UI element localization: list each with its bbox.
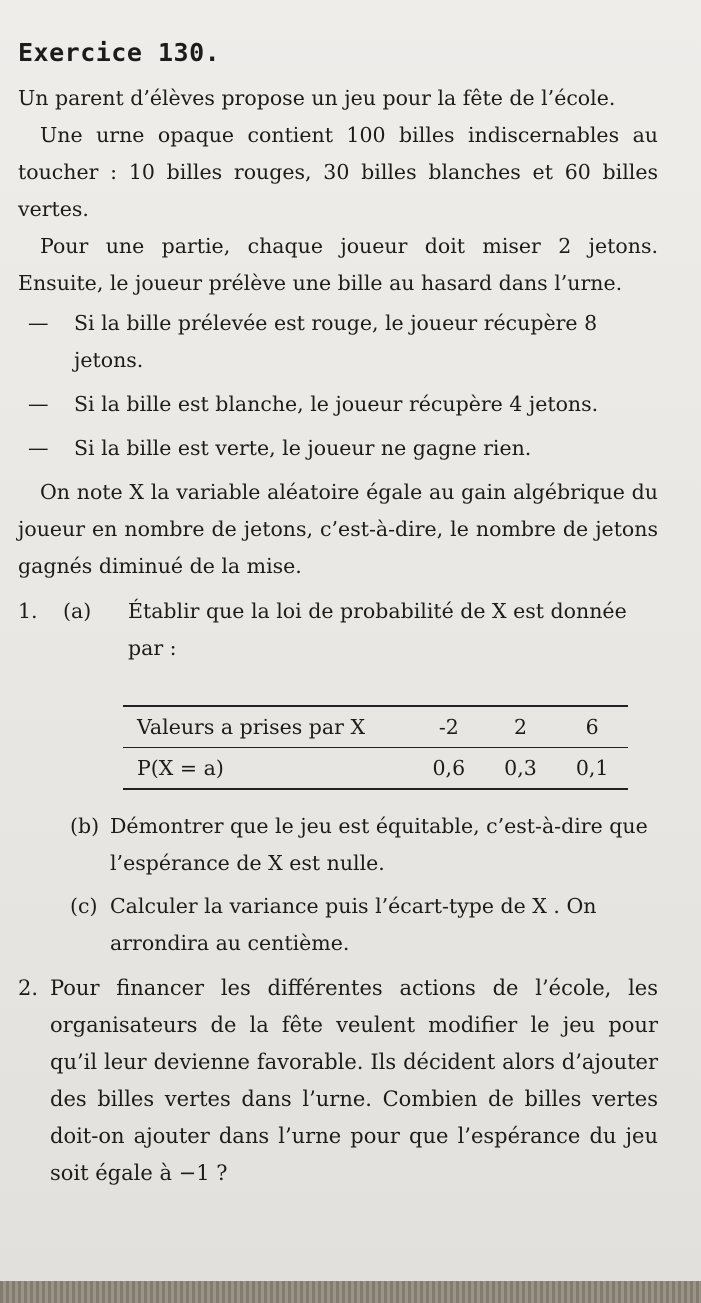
probability-cell: 0,3	[485, 748, 557, 790]
question-1a-label: (a)	[63, 599, 92, 623]
intro-paragraph-2: Une urne opaque contient 100 billes indiscernables au toucher : 10 billes rouges, 30 billes blanches et 60 billes vertes.	[18, 123, 658, 221]
probability-table	[123, 705, 628, 790]
dash-mark: —	[28, 436, 49, 460]
table-row-probabilities	[123, 748, 628, 790]
question-1b	[18, 808, 658, 882]
question-1c	[18, 888, 658, 962]
exercise-title: Exercice 130.	[18, 38, 221, 67]
dash-mark: —	[28, 392, 49, 416]
question-2-number: 2.	[18, 976, 39, 1000]
rule-white	[18, 386, 658, 423]
question-1-number: 1.	[18, 599, 38, 623]
probability-cell: 0,1	[556, 748, 628, 790]
rule-white-text: Si la bille est blanche, le joueur récupère 4 jetons.	[74, 392, 599, 416]
probability-cell: 0,6	[413, 748, 485, 790]
rule-green-text: Si la bille est verte, le joueur ne gagne rien.	[74, 436, 532, 460]
value-cell: 6	[556, 706, 628, 748]
question-1c-label: (c)	[70, 894, 98, 918]
variable-definition: On note X la variable aléatoire égale au gain algébrique du joueur en nombre de jetons, c’est-à-dire, le nombre de jetons gagnés diminué de la mise.	[18, 480, 658, 578]
probability-header: P(X = a)	[123, 748, 413, 790]
dash-mark: —	[28, 311, 49, 335]
question-1c-text: Calculer la variance puis l’écart-type de X . On arrondira au centième.	[110, 894, 597, 955]
question-1b-label: (b)	[70, 814, 100, 838]
rules-list	[18, 305, 658, 467]
intro-paragraph-1: Un parent d’élèves propose un jeu pour la fête de l’école.	[18, 86, 616, 110]
rule-red-text: Si la bille prélevée est rouge, le joueur récupère 8 jetons.	[74, 311, 598, 372]
value-cell: 2	[485, 706, 557, 748]
value-cell: -2	[413, 706, 485, 748]
question-2-text: Pour financer les différentes actions de l’école, les organisateurs de la fête veulent modifier le jeu pour qu’il leur devienne favorable. Ils décident alors d’ajouter des billes vertes dans l’urne. Combien de billes vertes doit-on ajouter dans l’urne pour que l’espérance du jeu soit égale à −1 ?	[50, 976, 658, 1185]
exercise-sheet	[18, 38, 658, 1192]
values-header: Valeurs a prises par X	[123, 706, 413, 748]
question-1a-text: Établir que la loi de probabilité de X est donnée par :	[128, 599, 627, 660]
table-row-values	[123, 706, 628, 748]
question-1a	[18, 593, 658, 667]
intro-paragraph-3: Pour une partie, chaque joueur doit miser 2 jetons. Ensuite, le joueur prélève une bille au hasard dans l’urne.	[18, 234, 658, 295]
question-1	[18, 593, 658, 962]
question-2	[18, 970, 658, 1192]
rule-green	[18, 430, 658, 467]
question-1b-text: Démontrer que le jeu est équitable, c’est-à-dire que l’espérance de X est nulle.	[110, 814, 648, 875]
page-bottom-edge	[0, 1281, 701, 1303]
rule-red	[18, 305, 658, 379]
